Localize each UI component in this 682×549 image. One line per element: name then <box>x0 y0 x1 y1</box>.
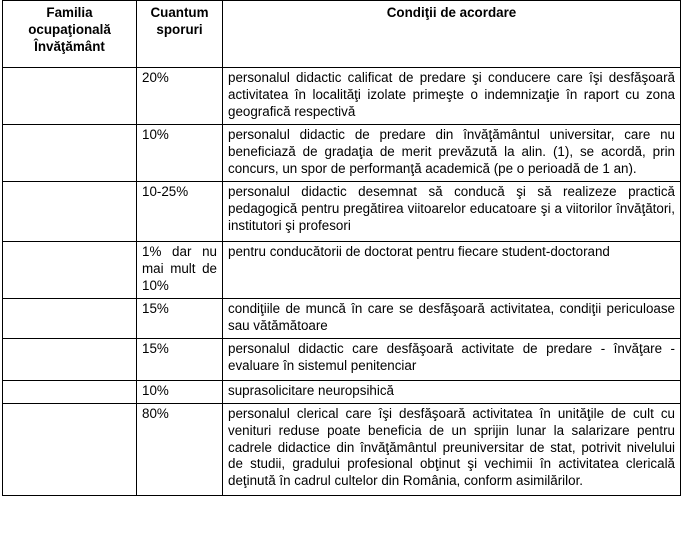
table-row <box>3 299 681 339</box>
allowances-table <box>2 0 681 496</box>
table-row <box>3 339 681 381</box>
table-row <box>3 404 681 496</box>
quantum-cell: 20% <box>137 68 223 125</box>
table-row <box>3 182 681 242</box>
condition-cell: pentru conducătorii de doctorat pentru fiecare student-doctorand <box>223 242 681 299</box>
header-quantum: Cuantum sporuri <box>137 1 223 68</box>
family-cell <box>3 381 137 404</box>
family-cell <box>3 299 137 339</box>
family-cell <box>3 182 137 242</box>
quantum-cell: 1% dar nu mai mult de 10% <box>137 242 223 299</box>
header-family: Familia ocupaţională Învăţământ <box>3 1 137 68</box>
table-row <box>3 68 681 125</box>
table-row <box>3 242 681 299</box>
condition-cell: personalul didactic care desfăşoară activitate de predare - învăţare - evaluare în sistemul penitenciar <box>223 339 681 381</box>
quantum-cell: 80% <box>137 404 223 496</box>
condition-cell: personalul didactic de predare din învăţământul universitar, care nu beneficiază de gradaţia de merit prevăzută la alin. (1), se acordă, prin concurs, un spor de performanţă academică (pe o perioadă de 1 an). <box>223 125 681 182</box>
header-row <box>3 1 681 68</box>
quantum-cell: 10% <box>137 125 223 182</box>
family-cell <box>3 242 137 299</box>
quantum-cell: 10% <box>137 381 223 404</box>
table-row <box>3 381 681 404</box>
quantum-cell: 15% <box>137 339 223 381</box>
family-cell <box>3 125 137 182</box>
condition-cell: personalul clerical care îşi desfăşoară activitatea în unităţile de cult cu venituri reduse poate beneficia de un sprijin lunar la salarizare pentru cadrele didactice din învăţământul preuniversitar de stat, potrivit nivelului de studii, gradului profesional obţinut şi vechimii în activitatea clericală deţinută în cadrul cultelor din România, conform asimilărilor. <box>223 404 681 496</box>
header-conditions: Condiţii de acordare <box>223 1 681 68</box>
family-cell <box>3 68 137 125</box>
condition-cell: personalul didactic calificat de predare şi conducere care îşi desfăşoară activitatea în localităţi izolate primeşte o indemnizaţie în raport cu zona geografică respectivă <box>223 68 681 125</box>
table-row <box>3 125 681 182</box>
condition-cell: condiţiile de muncă în care se desfăşoară activitatea, condiţii periculoase sau vătămătoare <box>223 299 681 339</box>
family-cell <box>3 404 137 496</box>
condition-cell: suprasolicitare neuropsihică <box>223 381 681 404</box>
family-cell <box>3 339 137 381</box>
quantum-cell: 10-25% <box>137 182 223 242</box>
quantum-cell: 15% <box>137 299 223 339</box>
condition-cell: personalul didactic desemnat să conducă şi să realizeze practică pedagogică pentru pregătirea viitoarelor educatoare şi a viitorilor învăţători, institutori şi profesori <box>223 182 681 242</box>
